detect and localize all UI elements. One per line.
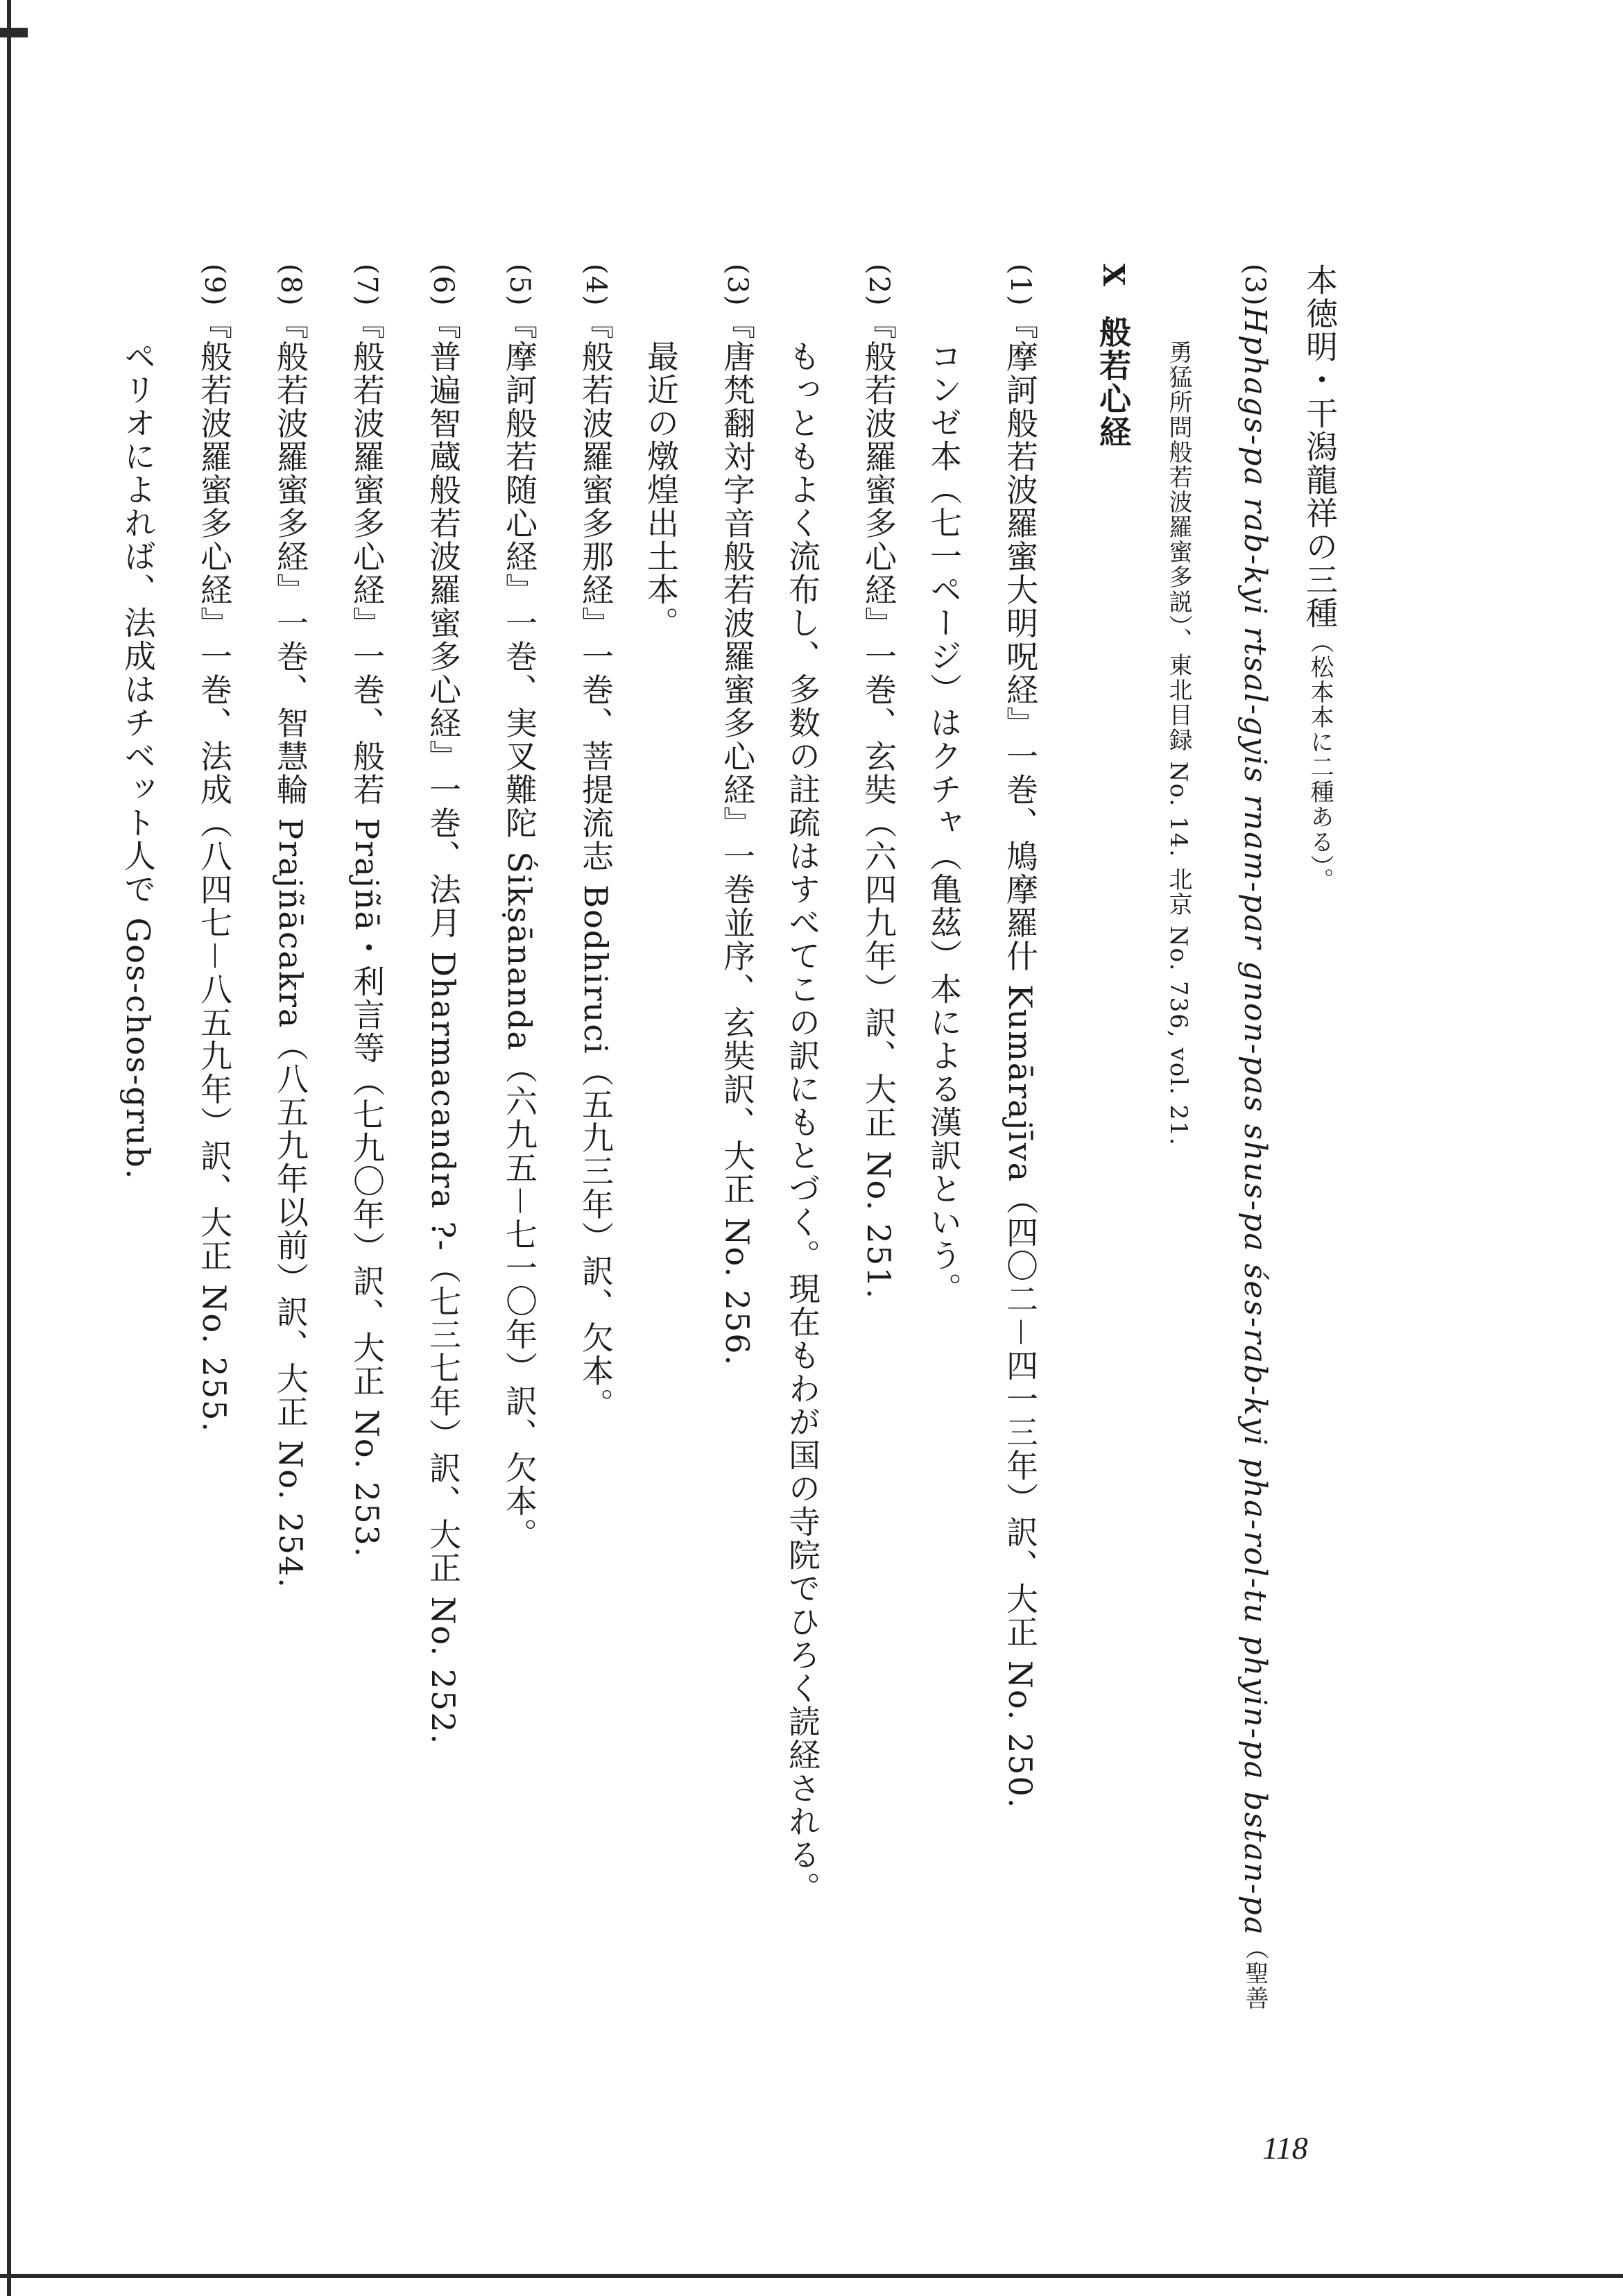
entry-text: 『普遍智蔵般若波羅蜜多心経』一巻、法月 Dharmacandra ?-（七三七年）訳、大正 No. 252. xyxy=(424,307,462,1746)
entry-9-note xyxy=(105,264,171,1963)
entry-6 xyxy=(400,264,476,1963)
scan-edge-left xyxy=(7,0,11,2296)
item-number: (3) xyxy=(1239,264,1271,307)
entry-4 xyxy=(552,264,628,1963)
entry-text: 『唐梵翻対字音般若波羅蜜多心経』一巻並序、玄奘訳、大正 No. 256. xyxy=(719,307,756,1367)
continuation-reference: 勇猛所問般若波羅蜜多説）、東北目録 No. 14. 北京 No. 736, vol. 21. xyxy=(1165,340,1192,1147)
section-heading xyxy=(1081,264,1146,1963)
entry-5 xyxy=(476,264,552,1963)
entry-number: (7) xyxy=(351,264,383,307)
continuation-text: 本徳明・干潟龍祥の三種 xyxy=(1301,264,1339,630)
entry-text: 最近の燉煌出土本。 xyxy=(642,340,680,640)
page-number: 118 xyxy=(1262,2130,1308,2166)
entry-2 xyxy=(835,264,911,1963)
entry-number: (5) xyxy=(504,264,535,307)
tibetan-title-note: （聖善 xyxy=(1241,1935,1269,2011)
entry-text: 『般若波羅蜜多心経』一巻、般若 Prajñā・利言等（七九〇年）訳、大正 No. 253. xyxy=(348,307,386,1559)
entry-1 xyxy=(977,264,1053,1963)
continuation-line-2 xyxy=(1211,264,1287,2011)
entry-number: (2) xyxy=(863,264,895,307)
section-mark: X xyxy=(1097,264,1131,288)
tibetan-title: Hphags-pa rab-kyi rtsal-gyis rnam-par gnon-pas shus-pa śes-rab-kyi pha-rol-tu phyin-pa bstan-pa xyxy=(1237,307,1273,1936)
entry-number: (9) xyxy=(198,264,230,307)
entry-text: 『摩訶般若随心経』一巻、実叉難陀 Śikṣānanda（六九五－七一〇年）訳、欠本。 xyxy=(501,307,538,1551)
entry-text: 『般若波羅蜜多経』一巻、智慧輪 Prajñācakra（八五九年以前）訳、大正 No. 254. xyxy=(272,307,309,1589)
scan-edge-mark xyxy=(0,28,28,37)
entry-text: コンゼ本（七一ページ）はクチャ（亀茲）本による漢訳という。 xyxy=(925,340,963,1305)
entry-text: 『般若波羅蜜多心経』一巻、玄奘（六四九年）訳、大正 No. 251. xyxy=(860,307,898,1301)
entry-8 xyxy=(247,264,323,1963)
continuation-line-1 xyxy=(1287,264,1352,1963)
scan-edge-bottom xyxy=(0,2274,1623,2278)
entry-text: もっともよく流布し、多数の註疏はすべてこの訳にもとづく。現在もわが国の寺院でひろく読経される。 xyxy=(784,340,821,1905)
entry-text: 『般若波羅蜜多那経』一巻、菩提流志 Bodhiruci（五九三年）訳、欠本。 xyxy=(577,307,615,1421)
entry-7 xyxy=(323,264,400,1963)
entry-text: ペリオによれば、法成はチベット人で Gos-chos-grub. xyxy=(119,340,157,1181)
entry-1-note xyxy=(911,264,977,1963)
entry-3-note xyxy=(628,264,694,1963)
entry-9 xyxy=(171,264,247,1963)
entry-number: (8) xyxy=(275,264,307,307)
entry-text: 『般若波羅蜜多心経』一巻、法成（八四七－八五九年）訳、大正 No. 255. xyxy=(196,307,233,1434)
section-title: 般若心経 xyxy=(1094,315,1132,449)
entry-number: (1) xyxy=(1004,264,1036,307)
entry-2-note xyxy=(770,264,835,1963)
continuation-note: （松本本に二種ある）。 xyxy=(1306,630,1334,893)
entry-number: (4) xyxy=(580,264,612,307)
entry-3 xyxy=(694,264,770,1963)
entry-number: (6) xyxy=(427,264,459,307)
continuation-line-3 xyxy=(1146,264,1211,1963)
vertical-text-body xyxy=(105,264,1352,2011)
entry-number: (3) xyxy=(721,264,753,307)
entry-text: 『摩訶般若波羅蜜大明呪経』一巻、鳩摩羅什 Kumārajīva（四〇二－四一三年）訳、大正 No. 250. xyxy=(1002,307,1039,1810)
